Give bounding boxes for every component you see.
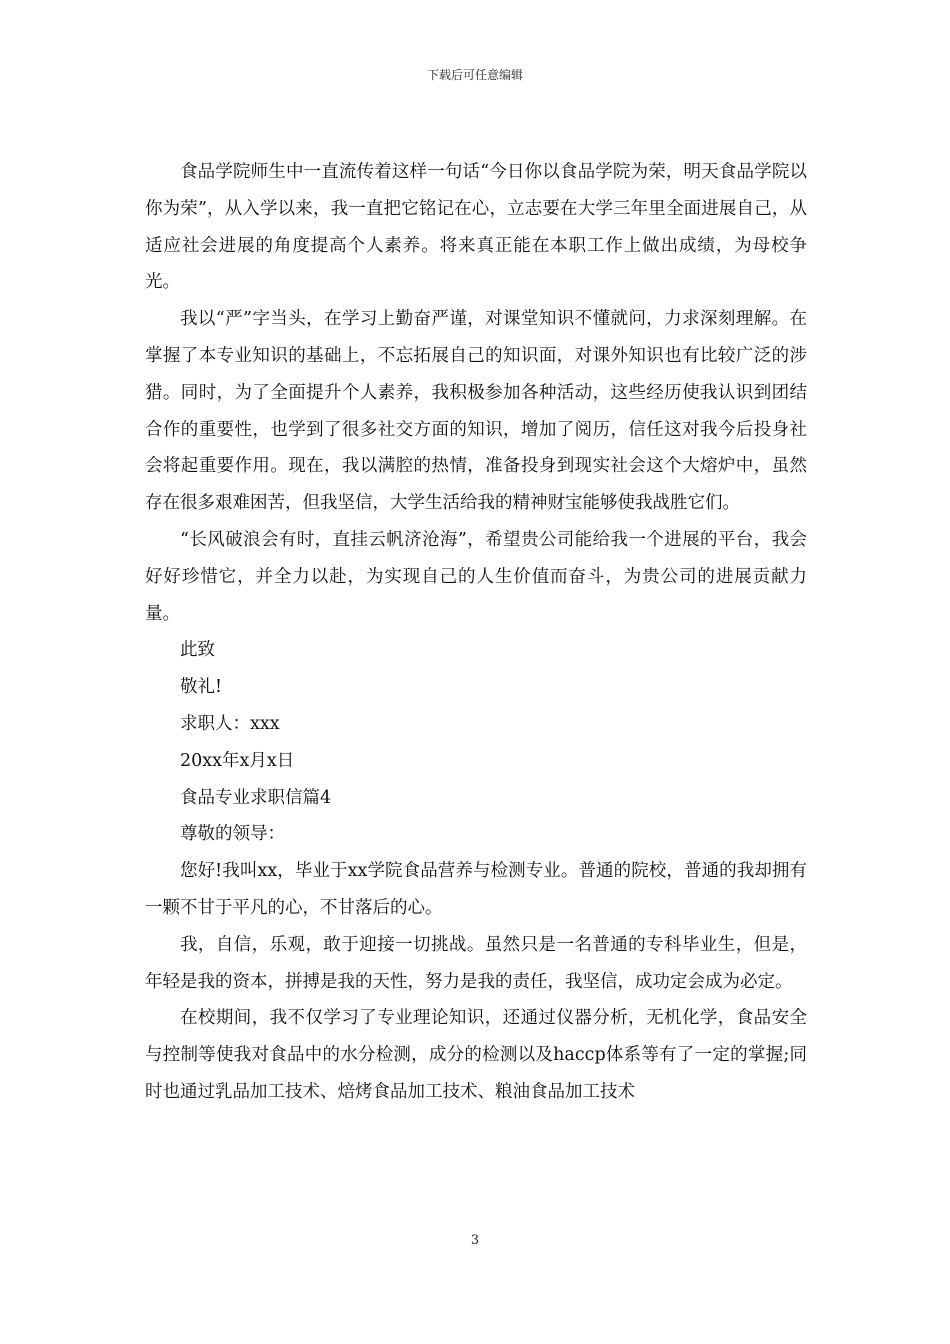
paragraph: 我，自信，乐观，敢于迎接一切挑战。虽然只是一名普通的专科毕业生，但是，年轻是我的资本，拼搏是我的天性，努力是我的责任，我坚信，成功定会成为必定。 [145, 934, 807, 992]
greeting: 尊敬的领导： [180, 824, 285, 845]
applicant-signature: 求职人：xxx [180, 713, 280, 734]
closing-regards: 敬礼! [180, 677, 223, 698]
document-body [145, 154, 807, 1111]
paragraph: “长风破浪会有时，直挂云帆济沧海”，希望贵公司能给我一个进展的平台，我会好好珍惜它，并全力以赴，为实现自己的人生价值而奋斗，为贵公司的进展贡献力量。 [145, 529, 807, 624]
closing-salutation: 此致 [180, 640, 215, 661]
paragraph: 在校期间，我不仅学习了专业理论知识，还通过仪器分析，无机化学，食品安全与控制等使我对食品中的水分检测，成分的检测以及haccp体系等有了一定的掌握;同时也通过乳品加工技术、焙烤食品加工技术、粮油食品加工技术 [145, 1008, 807, 1102]
section-title: 食品专业求职信篇4 [180, 787, 332, 808]
letter-date: 20xx年x月x日 [180, 750, 295, 771]
page-header: 下载后可任意编辑 [426, 68, 523, 82]
page-number: 3 [470, 1233, 480, 1248]
paragraph: 您好!我叫xx，毕业于xx学院食品营养与检测专业。普通的院校，普通的我却拥有一颗不甘于平凡的心，不甘落后的心。 [145, 861, 807, 918]
paragraph: 食品学院师生中一直流传着这样一句话“今日你以食品学院为荣，明天食品学院以你为荣”，从入学以来，我一直把它铭记在心，立志要在大学三年里全面进展自己，从适应社会进展的角度提高个人素养。将来真正能在本职工作上做出成绩，为母校争光。 [145, 162, 807, 293]
paragraph: 我以“严”字当头，在学习上勤奋严谨，对课堂知识不懂就问，力求深刻理解。在掌握了本专业知识的基础上，不忘拓展自己的知识面，对课外知识也有比较广泛的涉猎。同时，为了全面提升个人素养，我积极参加各种活动，这些经历使我认识到团结合作的重要性，也学到了很多社交方面的知识，增加了阅历，信任这对我今后投身社会将起重要作用。现在，我以满腔的热情，准备投身到现实社会这个大熔炉中，虽然存在很多艰难困苦，但我坚信，大学生活给我的精神财宝能够使我战胜它们。 [145, 309, 807, 514]
